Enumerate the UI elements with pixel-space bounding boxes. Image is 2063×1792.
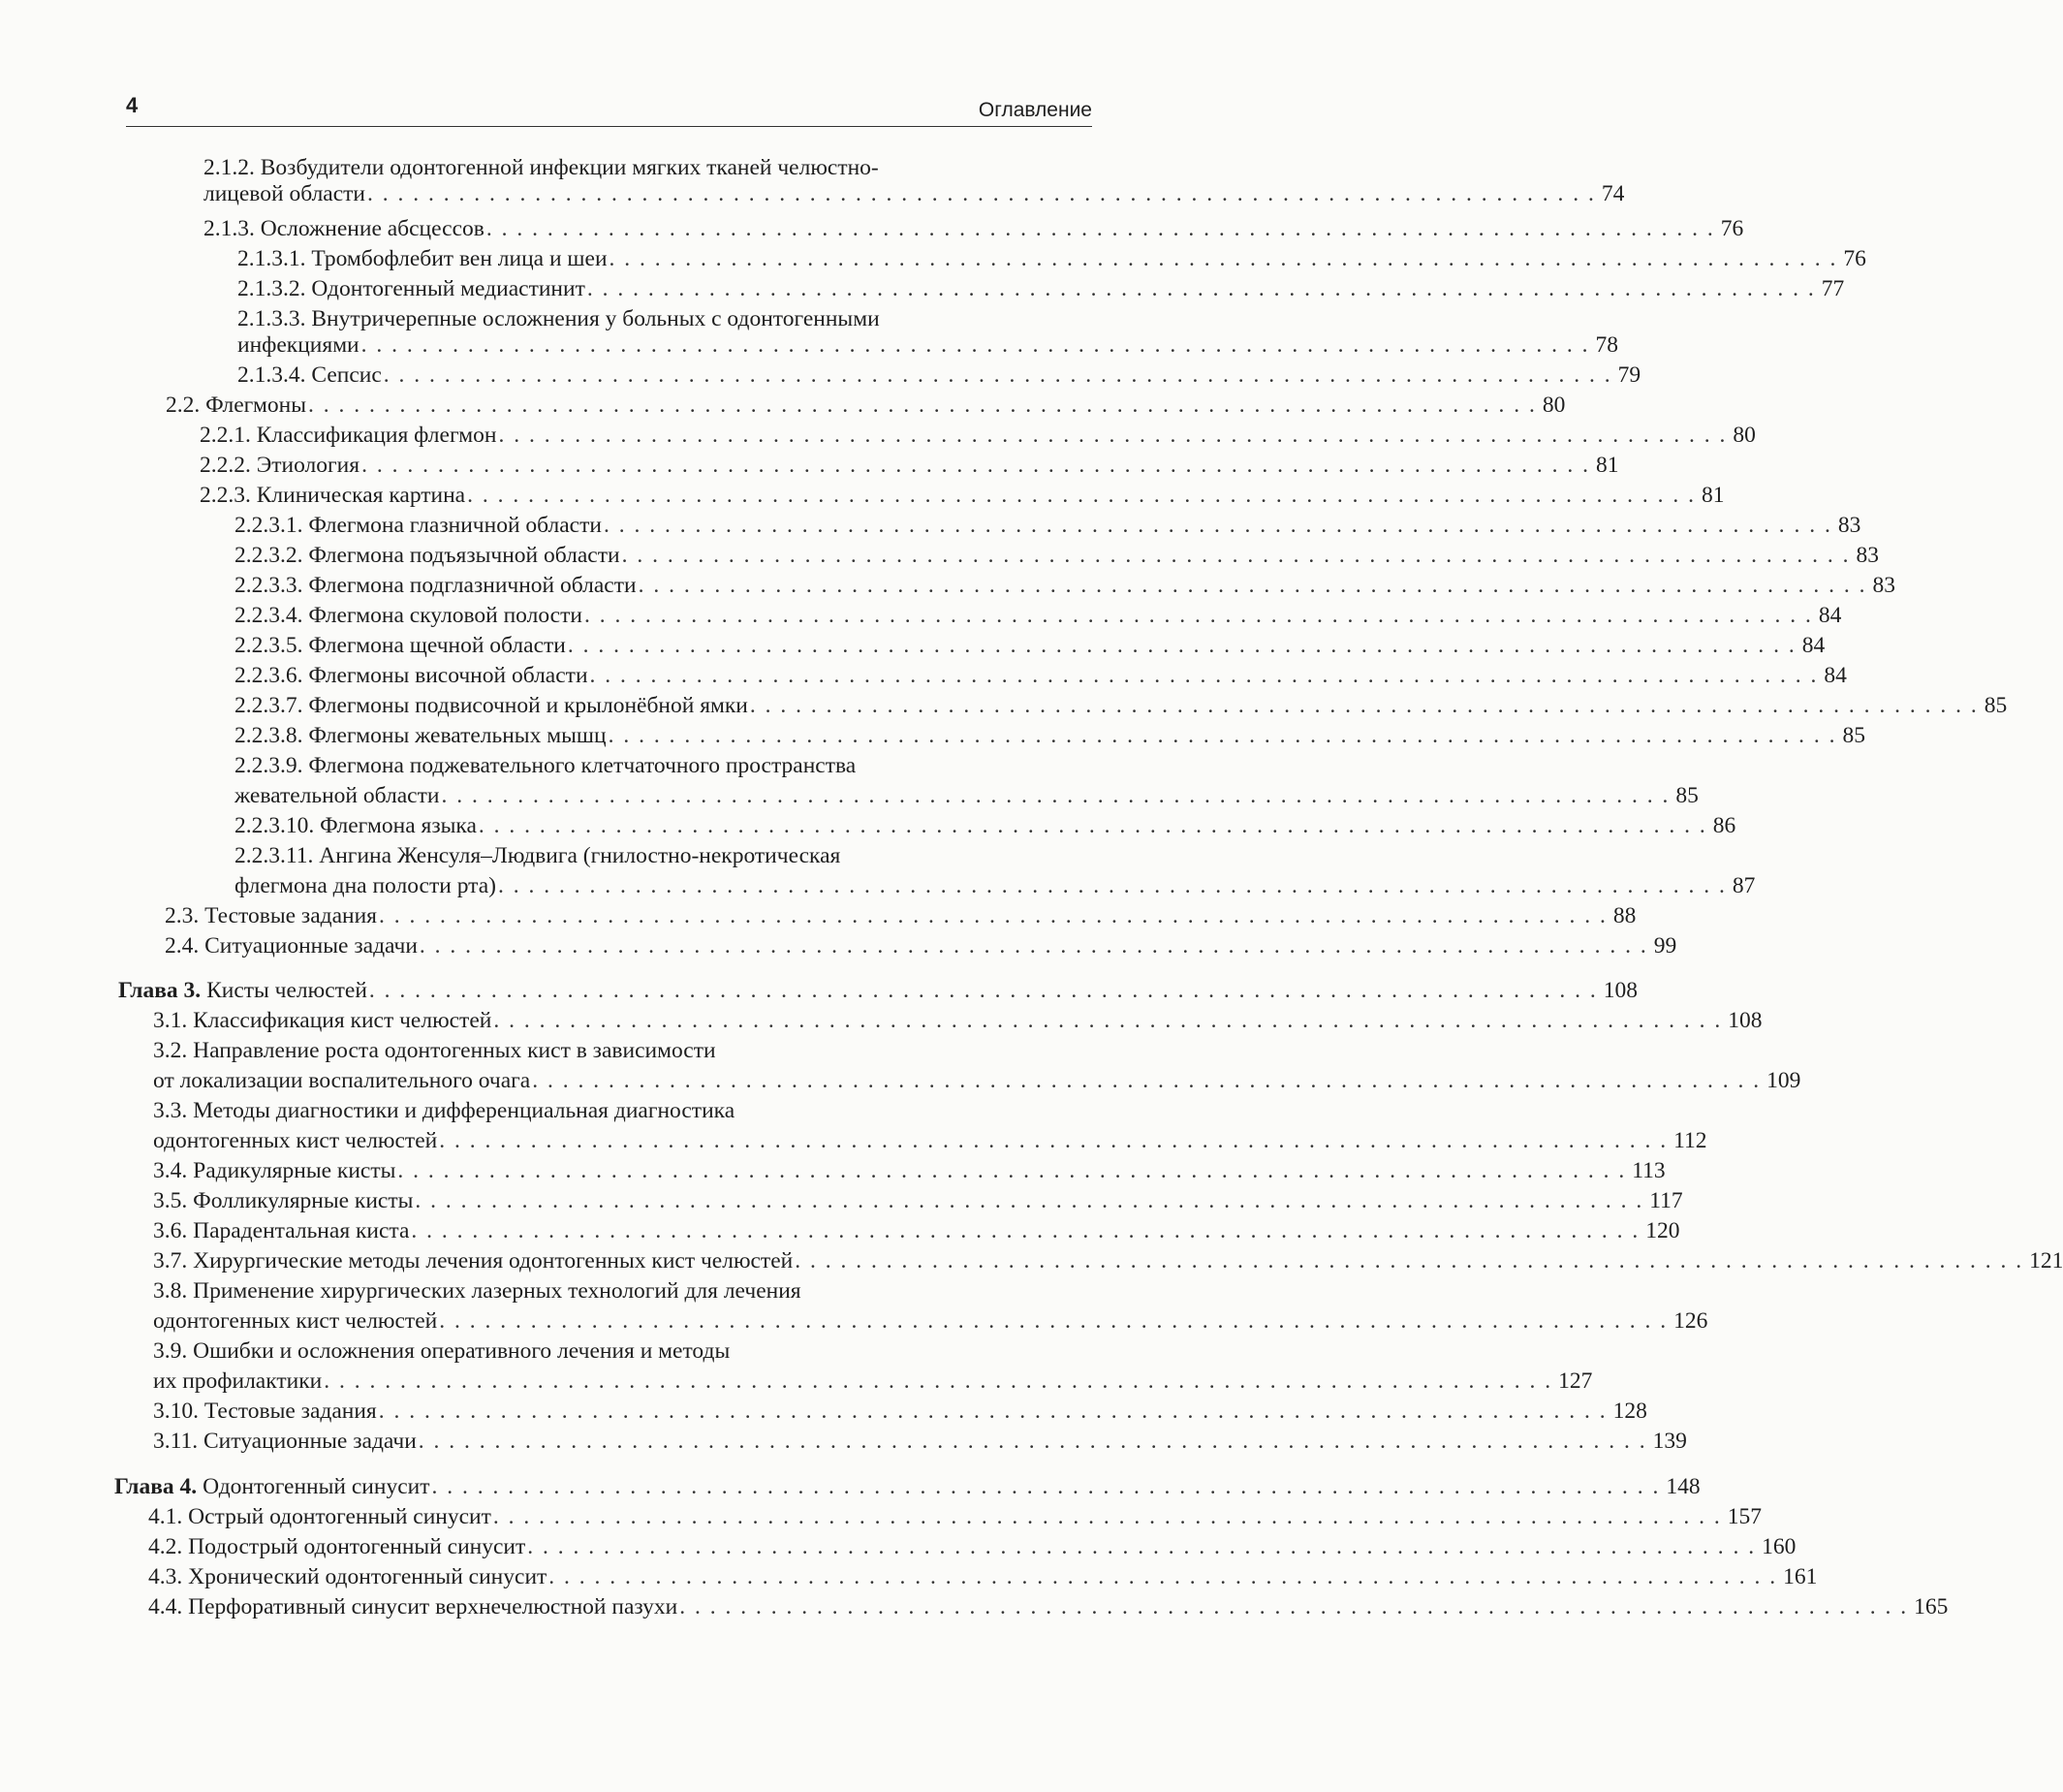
page-ref: 148 (1666, 1474, 1701, 1499)
page-header (126, 93, 1092, 127)
page-ref: 83 (1856, 543, 1879, 568)
page-ref: 83 (1837, 513, 1861, 538)
toc-entry-title: 2.2.3.1. Флегмона глазничной области (234, 513, 602, 538)
dot-leader: . . . . . . . . . . . . . . . . . . . . . . . . . . . . . . . . . . . . . . . . . . . . . . . . . . . . . . . . . . . . . . . . . . . . . . . . . . . . . . . . . (368, 978, 1598, 1003)
dot-leader: . . . . . . . . . . . . . . . . . . . . . . . . . . . . . . . . . . . . . . . . . . . . . . . . . . . . . . . . . . . . . . . . . . . . . . . . . . . . . . . . . (361, 453, 1590, 478)
toc-entry-title: 3.5. Фолликулярные кисты (153, 1188, 414, 1213)
toc-entry-continuation: лицевой области (203, 181, 366, 206)
toc-entry-title: 3.10. Тестовые задания (153, 1399, 377, 1424)
toc-entry[interactable] (234, 811, 1736, 841)
toc-entry-title: 3.9. Ошибки и осложнения оперативного лечения и методы (153, 1338, 731, 1364)
page-ref: 81 (1701, 483, 1725, 508)
toc-entry[interactable] (237, 274, 1845, 304)
dot-leader: . . . . . . . . . . . . . . . . . . . . . . . . . . . . . . . . . . . . . . . . . . . . . . . . . . . . . . . . . . . . . . . . . . . . . . . . . . . . . . . . . (467, 483, 1696, 508)
toc-entry-title: 4.4. Перфоративный синусит верхнечелюстной пазухи (148, 1594, 678, 1619)
toc-entry[interactable] (234, 781, 1699, 811)
toc-entry-continuation: флегмона дна полости рта) (234, 873, 496, 898)
toc-entry-continuation: инфекциями (237, 332, 359, 358)
dot-leader: . . . . . . . . . . . . . . . . . . . . . . . . . . . . . . . . . . . . . . . . . . . . . . . . . . . . . . . . . . . . . . . . . . . . . . . . . . . . . . . . . (419, 933, 1648, 959)
toc-entry[interactable] (153, 1306, 1708, 1336)
toc-entry[interactable] (234, 721, 1865, 751)
toc-entry-title: 2.2.3.11. Ангина Женсуля–Людвига (гнилостно-некротическая (234, 843, 841, 868)
page-number: 4 (126, 93, 139, 117)
page-ref: 76 (1843, 246, 1866, 271)
page-ref: 74 (1601, 181, 1625, 206)
toc-entry[interactable] (153, 1126, 1707, 1156)
toc-entry[interactable] (153, 1186, 1683, 1216)
toc-entry-title: 2.2.2. Этиология (200, 453, 360, 478)
dot-leader: . . . . . . . . . . . . . . . . . . . . . . . . . . . . . . . . . . . . . . . . . . . . . . . . . . . . . . . . . . . . . . . . . . . . . . . . . . . . . . . . . (497, 873, 1727, 898)
toc-entry-title: 3.4. Радикулярные кисты (153, 1158, 396, 1183)
toc-entry[interactable] (200, 421, 1756, 451)
page-ref: 78 (1595, 332, 1619, 358)
page-ref: 87 (1732, 873, 1756, 898)
dot-leader: . . . . . . . . . . . . . . . . . . . . . . . . . . . . . . . . . . . . . . . . . . . . . . . . . . . . . . . . . . . . . . . . . . . . . . . . . . . . . . . . . (609, 246, 1838, 271)
toc-entry[interactable] (234, 511, 1861, 541)
toc-entry[interactable] (234, 571, 1895, 601)
toc-entry-title: 2.2.3.8. Флегмоны жевательных мышц (234, 723, 607, 748)
chapter-title: Кисты челюстей (201, 978, 367, 1003)
page-ref: 109 (1766, 1068, 1801, 1093)
toc-entry-title: 3.11. Ситуационные задачи (153, 1429, 417, 1454)
chapter-label: Глава 3. (118, 978, 202, 1003)
toc-entry-continuation: их профилактики (153, 1368, 323, 1394)
page-ref: 117 (1649, 1188, 1683, 1213)
dot-leader: . . . . . . . . . . . . . . . . . . . . . . . . . . . . . . . . . . . . . . . . . . . . . . . . . . . . . . . . . . . . . . . . . . . . . . . . . . . . . . . . . (493, 1008, 1723, 1033)
dot-leader: . . . . . . . . . . . . . . . . . . . . . . . . . . . . . . . . . . . . . . . . . . . . . . . . . . . . . . . . . . . . . . . . . . . . . . . . . . . . . . . . . (749, 693, 1979, 718)
page-ref: 84 (1801, 633, 1826, 658)
toc-entry-title: 2.2.3.10. Флегмона языка (234, 813, 477, 838)
page-ref: 161 (1783, 1564, 1818, 1589)
dot-leader: . . . . . . . . . . . . . . . . . . . . . . . . . . . . . . . . . . . . . . . . . . . . . . . . . . . . . . . . . . . . . . . . . . . . . . . . . . . . . . . . . (567, 633, 1797, 658)
page-ref: 85 (1675, 783, 1699, 808)
dot-leader: . . . . . . . . . . . . . . . . . . . . . . . . . . . . . . . . . . . . . . . . . . . . . . . . . . . . . . . . . . . . . . . . . . . . . . . . . . . . . . . . . (586, 276, 1816, 301)
dot-leader: . . . . . . . . . . . . . . . . . . . . . . . . . . . . . . . . . . . . . . . . . . . . . . . . . . . . . . . . . . . . . . . . . . . . . . . . . . . . . . . . . (439, 1308, 1669, 1334)
toc-entry-continuation: одонтогенных кист челюстей (153, 1308, 438, 1334)
page-ref: 88 (1612, 903, 1637, 928)
page-ref: 80 (1542, 393, 1566, 418)
toc-entry-title: 2.3. Тестовые задания (165, 903, 377, 928)
page-ref: 160 (1762, 1534, 1797, 1559)
dot-leader: . . . . . . . . . . . . . . . . . . . . . . . . . . . . . . . . . . . . . . . . . . . . . . . . . . . . . . . . . . . . . . . . . . . . . . . . . . . . . . . . . (492, 1504, 1722, 1529)
dot-leader: . . . . . . . . . . . . . . . . . . . . . . . . . . . . . . . . . . . . . . . . . . . . . . . . . . . . . . . . . . . . . . . . . . . . . . . . . . . . . . . . . (383, 362, 1612, 388)
toc-entry[interactable] (203, 179, 1625, 209)
page-ref: 108 (1603, 978, 1639, 1003)
toc-entry-title: 2.2.3.5. Флегмона щечной области (234, 633, 566, 658)
toc-entry[interactable] (234, 871, 1756, 901)
page-ref: 120 (1645, 1218, 1680, 1243)
toc-entry-title: 2.1.3.3. Внутричерепные осложнения у больных с одонтогенными (237, 306, 880, 331)
toc-entry[interactable] (153, 1156, 1666, 1186)
toc-entry[interactable] (153, 1427, 1687, 1457)
toc-entry-title: 2.4. Ситуационные задачи (165, 933, 418, 959)
toc-entry[interactable] (148, 1502, 1763, 1532)
dot-leader: . . . . . . . . . . . . . . . . . . . . . . . . . . . . . . . . . . . . . . . . . . . . . . . . . . . . . . . . . . . . . . . . . . . . . . . . . . . . . . . . . (498, 423, 1728, 448)
toc-entry-continuation: жевательной области (234, 783, 440, 808)
toc-entry[interactable] (153, 1397, 1647, 1427)
dot-leader: . . . . . . . . . . . . . . . . . . . . . . . . . . . . . . . . . . . . . . . . . . . . . . . . . . . . . . . . . . . . . . . . . . . . . . . . . . . . . . . . . (478, 813, 1707, 838)
toc-entry[interactable] (166, 391, 1566, 421)
toc-entry[interactable] (148, 1592, 1949, 1622)
page-ref: 128 (1612, 1399, 1647, 1424)
dot-leader: . . . . . . . . . . . . . . . . . . . . . . . . . . . . . . . . . . . . . . . . . . . . . . . . . . . . . . . . . . . . . . . . . . . . . . . . . . . . . . . . . (795, 1248, 2024, 1273)
toc-entry-title: 2.2. Флегмоны (166, 393, 306, 418)
dot-leader: . . . . . . . . . . . . . . . . . . . . . . . . . . . . . . . . . . . . . . . . . . . . . . . . . . . . . . . . . . . . . . . . . . . . . . . . . . . . . . . . . (360, 332, 1590, 358)
dot-leader: . . . . . . . . . . . . . . . . . . . . . . . . . . . . . . . . . . . . . . . . . . . . . . . . . . . . . . . . . . . . . . . . . . . . . . . . . . . . . . . . . (548, 1564, 1778, 1589)
page-ref: 85 (1984, 693, 2008, 718)
toc-entry-title: 3.3. Методы диагностики и дифференциальная диагностика (153, 1098, 735, 1123)
dot-leader: . . . . . . . . . . . . . . . . . . . . . . . . . . . . . . . . . . . . . . . . . . . . . . . . . . . . . . . . . . . . . . . . . . . . . . . . . . . . . . . . . (603, 513, 1832, 538)
dot-leader: . . . . . . . . . . . . . . . . . . . . . . . . . . . . . . . . . . . . . . . . . . . . . . . . . . . . . . . . . . . . . . . . . . . . . . . . . . . . . . . . . (411, 1218, 1641, 1243)
toc-entry-title: 2.1.3.2. Одонтогенный медиастинит (237, 276, 585, 301)
toc-entry[interactable] (114, 1472, 1701, 1502)
dot-leader: . . . . . . . . . . . . . . . . . . . . . . . . . . . . . . . . . . . . . . . . . . . . . . . . . . . . . . . . . . . . . . . . . . . . . . . . . . . . . . . . . (638, 573, 1867, 598)
dot-leader: . . . . . . . . . . . . . . . . . . . . . . . . . . . . . . . . . . . . . . . . . . . . . . . . . . . . . . . . . . . . . . . . . . . . . . . . . . . . . . . . . (583, 603, 1813, 628)
toc-entry[interactable] (165, 931, 1677, 961)
dot-leader: . . . . . . . . . . . . . . . . . . . . . . . . . . . . . . . . . . . . . . . . . . . . . . . . . . . . . . . . . . . . . . . . . . . . . . . . . . . . . . . . . (418, 1429, 1647, 1454)
toc-entry-continuation: одонтогенных кист челюстей (153, 1128, 438, 1153)
page-ref: 84 (1824, 663, 1847, 688)
toc-entry-title: 4.3. Хронический одонтогенный синусит (148, 1564, 547, 1589)
page-ref: 79 (1617, 362, 1641, 388)
dot-leader: . . . . . . . . . . . . . . . . . . . . . . . . . . . . . . . . . . . . . . . . . . . . . . . . . . . . . . . . . . . . . . . . . . . . . . . . . . . . . . . . . (532, 1068, 1762, 1093)
chapter-title: Одонтогенный синусит (197, 1474, 430, 1499)
toc-entry[interactable] (237, 361, 1641, 391)
dot-leader: . . . . . . . . . . . . . . . . . . . . . . . . . . . . . . . . . . . . . . . . . . . . . . . . . . . . . . . . . . . . . . . . . . . . . . . . . . . . . . . . . (367, 181, 1596, 206)
dot-leader: . . . . . . . . . . . . . . . . . . . . . . . . . . . . . . . . . . . . . . . . . . . . . . . . . . . . . . . . . . . . . . . . . . . . . . . . . . . . . . . . . (378, 1399, 1608, 1424)
toc-entry[interactable] (200, 451, 1619, 481)
toc-entry[interactable] (237, 330, 1619, 361)
dot-leader: . . . . . . . . . . . . . . . . . . . . . . . . . . . . . . . . . . . . . . . . . . . . . . . . . . . . . . . . . . . . . . . . . . . . . . . . . . . . . . . . . (379, 903, 1608, 928)
toc-entry-title: 3.2. Направление роста одонтогенных кист в зависимости (153, 1038, 716, 1063)
toc-entry-title: 2.2.3.6. Флегмоны височной области (234, 663, 588, 688)
page-ref: 84 (1818, 603, 1842, 628)
toc-entry-title: 2.1.2. Возбудители одонтогенной инфекции мягких тканей челюстно- (203, 155, 879, 180)
page-ref: 83 (1872, 573, 1895, 598)
dot-leader: . . . . . . . . . . . . . . . . . . . . . . . . . . . . . . . . . . . . . . . . . . . . . . . . . . . . . . . . . . . . . . . . . . . . . . . . . . . . . . . . . (589, 663, 1819, 688)
page-ref: 85 (1842, 723, 1865, 748)
toc-entry-title: 2.1.3. Осложнение абсцессов (203, 216, 484, 241)
page-ref: 126 (1673, 1308, 1708, 1334)
dot-leader: . . . . . . . . . . . . . . . . . . . . . . . . . . . . . . . . . . . . . . . . . . . . . . . . . . . . . . . . . . . . . . . . . . . . . . . . . . . . . . . . . (679, 1594, 1909, 1619)
toc-entry[interactable] (153, 1246, 2063, 1276)
dot-leader: . . . . . . . . . . . . . . . . . . . . . . . . . . . . . . . . . . . . . . . . . . . . . . . . . . . . . . . . . . . . . . . . . . . . . . . . . . . . . . . . . (308, 393, 1537, 418)
chapter-label: Глава 4. (114, 1474, 198, 1499)
page-ref: 86 (1712, 813, 1736, 838)
toc-entry[interactable] (153, 1066, 1801, 1096)
toc-entry-title (114, 1472, 429, 1502)
toc-entry[interactable] (153, 1367, 1593, 1397)
toc-entry[interactable] (148, 1532, 1797, 1562)
page-ref: 139 (1652, 1429, 1687, 1454)
toc-entry-title: 3.1. Классификация кист челюстей (153, 1008, 492, 1033)
dot-leader: . . . . . . . . . . . . . . . . . . . . . . . . . . . . . . . . . . . . . . . . . . . . . . . . . . . . . . . . . . . . . . . . . . . . . . . . . . . . . . . . . (415, 1188, 1644, 1213)
toc-entry[interactable] (148, 1562, 1818, 1592)
toc-entry-title: 2.2.3.3. Флегмона подглазничной области (234, 573, 637, 598)
toc-entry[interactable] (234, 631, 1826, 661)
toc-entry[interactable] (118, 976, 1639, 1006)
page-ref: 76 (1720, 216, 1744, 241)
toc-entry-title: 2.2.3. Клиническая картина (200, 483, 466, 508)
page-ref: 157 (1727, 1504, 1763, 1529)
dot-leader: . . . . . . . . . . . . . . . . . . . . . . . . . . . . . . . . . . . . . . . . . . . . . . . . . . . . . . . . . . . . . . . . . . . . . . . . . . . . . . . . . (441, 783, 1671, 808)
toc-entry-title: 2.1.3.4. Сепсис (237, 362, 382, 388)
page-ref: 121 (2029, 1248, 2063, 1273)
toc-entry-title: 2.2.1. Классификация флегмон (200, 423, 497, 448)
toc-entry[interactable] (203, 214, 1744, 244)
running-head: Оглавление (978, 99, 1092, 121)
page-ref: 77 (1821, 276, 1845, 301)
toc-entry-title: 3.7. Хирургические методы лечения одонтогенных кист челюстей (153, 1248, 794, 1273)
toc-entry-title: 3.6. Парадентальная киста (153, 1218, 410, 1243)
toc-entry-title: 2.2.3.4. Флегмона скуловой полости (234, 603, 582, 628)
toc-entry-title: 4.2. Подострый одонтогенный синусит (148, 1534, 526, 1559)
toc-entry[interactable] (234, 661, 1847, 691)
page-ref: 112 (1673, 1128, 1707, 1153)
toc-entry[interactable] (153, 1006, 1763, 1036)
toc-entry[interactable] (165, 901, 1637, 931)
toc-entry[interactable] (234, 601, 1842, 631)
toc-entry-continuation: от локализации воспалительного очага (153, 1068, 531, 1093)
toc-entry[interactable] (234, 691, 2008, 721)
toc-entry[interactable] (153, 1216, 1680, 1246)
toc-entry-title: 2.2.3.9. Флегмона поджевательного клетчаточного пространства (234, 753, 857, 778)
page-ref: 108 (1728, 1008, 1763, 1033)
dot-leader: . . . . . . . . . . . . . . . . . . . . . . . . . . . . . . . . . . . . . . . . . . . . . . . . . . . . . . . . . . . . . . . . . . . . . . . . . . . . . . . . . (324, 1368, 1553, 1394)
toc-entry[interactable] (237, 244, 1866, 274)
toc-entry-title (118, 976, 367, 1006)
toc-entry[interactable] (200, 481, 1725, 511)
dot-leader: . . . . . . . . . . . . . . . . . . . . . . . . . . . . . . . . . . . . . . . . . . . . . . . . . . . . . . . . . . . . . . . . . . . . . . . . . . . . . . . . . (431, 1474, 1661, 1499)
page-ref: 165 (1914, 1594, 1949, 1619)
page-ref: 127 (1558, 1368, 1593, 1394)
dot-leader: . . . . . . . . . . . . . . . . . . . . . . . . . . . . . . . . . . . . . . . . . . . . . . . . . . . . . . . . . . . . . . . . . . . . . . . . . . . . . . . . . (439, 1128, 1669, 1153)
page-ref: 99 (1653, 933, 1677, 959)
dot-leader: . . . . . . . . . . . . . . . . . . . . . . . . . . . . . . . . . . . . . . . . . . . . . . . . . . . . . . . . . . . . . . . . . . . . . . . . . . . . . . . . . (397, 1158, 1627, 1183)
toc-entry-title: 3.8. Применение хирургических лазерных технологий для лечения (153, 1278, 801, 1304)
toc-entry[interactable] (234, 541, 1879, 571)
dot-leader: . . . . . . . . . . . . . . . . . . . . . . . . . . . . . . . . . . . . . . . . . . . . . . . . . . . . . . . . . . . . . . . . . . . . . . . . . . . . . . . . . (621, 543, 1851, 568)
page-ref: 81 (1595, 453, 1619, 478)
toc-entry-title: 2.1.3.1. Тромбофлебит вен лица и шеи (237, 246, 608, 271)
toc-entry-title: 2.2.3.2. Флегмона подъязычной области (234, 543, 620, 568)
toc-entry-title: 2.2.3.7. Флегмоны подвисочной и крылонёбной ямки (234, 693, 748, 718)
dot-leader: . . . . . . . . . . . . . . . . . . . . . . . . . . . . . . . . . . . . . . . . . . . . . . . . . . . . . . . . . . . . . . . . . . . . . . . . . . . . . . . . . (485, 216, 1715, 241)
toc-entry-title: 4.1. Острый одонтогенный синусит (148, 1504, 491, 1529)
page-ref: 80 (1733, 423, 1756, 448)
page-ref: 113 (1632, 1158, 1666, 1183)
dot-leader: . . . . . . . . . . . . . . . . . . . . . . . . . . . . . . . . . . . . . . . . . . . . . . . . . . . . . . . . . . . . . . . . . . . . . . . . . . . . . . . . . (608, 723, 1837, 748)
dot-leader: . . . . . . . . . . . . . . . . . . . . . . . . . . . . . . . . . . . . . . . . . . . . . . . . . . . . . . . . . . . . . . . . . . . . . . . . . . . . . . . . . (527, 1534, 1757, 1559)
